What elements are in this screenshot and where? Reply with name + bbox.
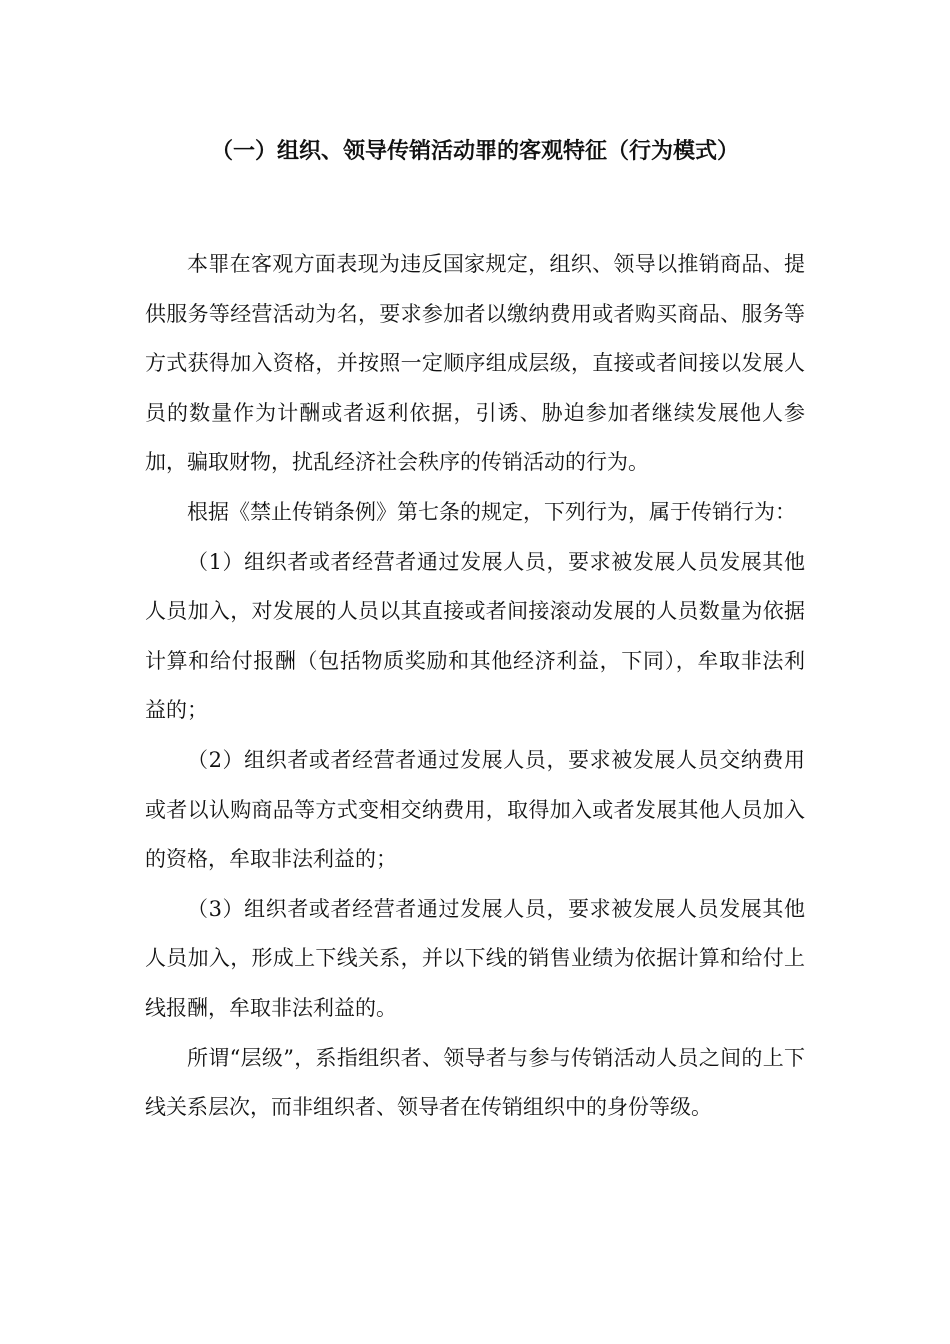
list-item-2: （2）组织者或者经营者通过发展人员，要求被发展人员交纳费用或者以认购商品等方式变相交纳费用，取得加入或者发展其他人员加入的资格，牟取非法利益的；: [145, 747, 805, 872]
paragraph-regulation-intro: 根据《禁止传销条例》第七条的规定，下列行为，属于传销行为：: [187, 499, 796, 524]
body-text: [145, 240, 805, 1133]
list-item-1: （1）组织者或者经营者通过发展人员，要求被发展人员发展其他人员加入，对发展的人员以其直接或者间接滚动发展的人员数量为依据计算和给付报酬（包括物质奖励和其他经济利益，下同），牟取非法利益的；: [145, 549, 805, 723]
list-item-3: （3）组织者或者经营者通过发展人员，要求被发展人员发展其他人员加入，形成上下线关系，并以下线的销售业绩为依据计算和给付上线报酬，牟取非法利益的。: [145, 896, 805, 1020]
paragraph-definition: 本罪在客观方面表现为违反国家规定，组织、领导以推销商品、提供服务等经营活动为名，要求参加者以缴纳费用或者购买商品、服务等方式获得加入资格，并按照一定顺序组成层级，直接或者间接以发展人员的数量作为计酬或者返利依据，引诱、胁迫参加者继续发展他人参加，骗取财物，扰乱经济社会秩序的传销活动的行为。: [145, 252, 805, 475]
section-title: （一）组织、领导传销活动罪的客观特征（行为模式）: [210, 138, 739, 164]
paragraph-hierarchy-definition: 所谓“层级”，系指组织者、领导者与参与传销活动人员之间的上下线关系层次，而非组织者、领导者在传销组织中的身份等级。: [145, 1045, 805, 1120]
